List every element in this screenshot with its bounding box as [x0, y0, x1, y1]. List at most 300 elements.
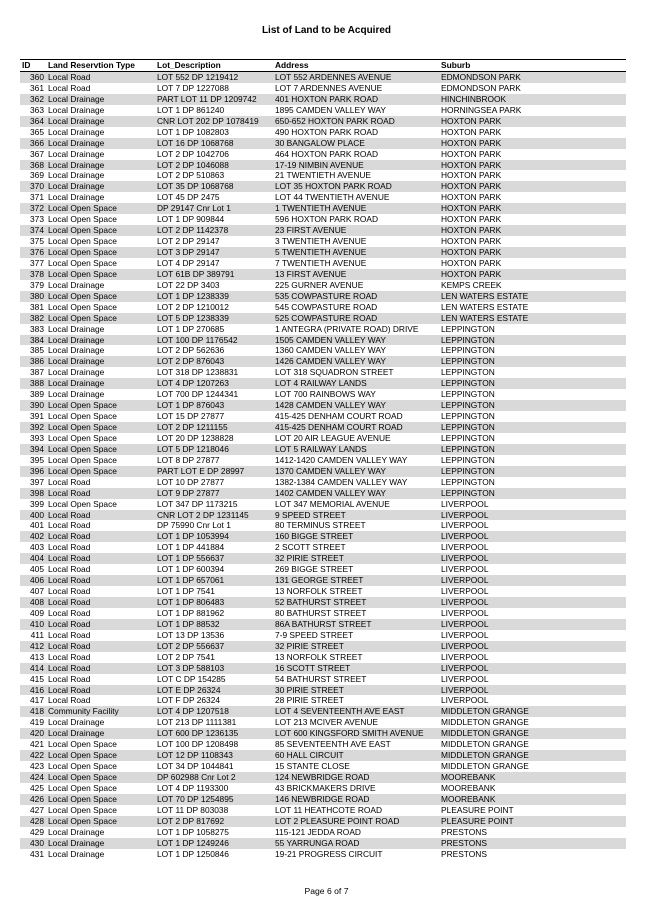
table-row: [20, 728, 626, 739]
cell-id: 401: [30, 520, 44, 531]
cell-type: Local Open Space: [48, 312, 117, 323]
cell-id: 420: [30, 728, 44, 739]
cell-id: 419: [30, 717, 44, 728]
cell-type: Local Road: [48, 695, 91, 706]
cell-suburb: PLEASURE POINT: [441, 815, 514, 826]
cell-lot: CNR LOT 202 DP 1078419: [157, 115, 259, 126]
cell-address: 545 COWPASTURE ROAD: [275, 301, 378, 312]
cell-lot: LOT 1 DP 881962: [157, 607, 225, 618]
cell-id: 407: [30, 586, 44, 597]
cell-id: 371: [30, 192, 44, 203]
table-row: [20, 542, 626, 553]
cell-suburb: MIDDLETON GRANGE: [441, 761, 529, 772]
cell-address: 43 BRICKMAKERS DRIVE: [275, 782, 376, 793]
cell-lot: LOT 318 DP 1238831: [157, 367, 239, 378]
cell-type: Local Drainage: [48, 334, 105, 345]
cell-address: 3 TWENTIETH AVENUE: [275, 236, 367, 247]
cell-lot: LOT 1 DP 1250846: [157, 848, 229, 859]
cell-id: 366: [30, 137, 44, 148]
cell-type: Local Road: [48, 476, 91, 487]
cell-id: 364: [30, 115, 44, 126]
cell-type: Local Drainage: [48, 126, 105, 137]
table-row: [20, 597, 626, 608]
cell-lot: LOT 1 DP 806483: [157, 597, 225, 607]
cell-suburb: LEPPINGTON: [441, 323, 495, 334]
cell-address: 596 HOXTON PARK ROAD: [275, 214, 379, 225]
cell-address: 30 PIRIE STREET: [275, 684, 344, 695]
cell-id: 403: [30, 542, 44, 553]
cell-address: 1 ANTEGRA (PRIVATE ROAD) DRIVE: [275, 323, 419, 334]
page-title: List of Land to be Acquired: [261, 25, 392, 36]
cell-id: 391: [30, 411, 44, 422]
cell-suburb: LIVERPOOL: [441, 629, 489, 640]
table-row: [20, 138, 626, 149]
cell-address: 490 HOXTON PARK ROAD: [275, 126, 379, 137]
cell-id: 365: [30, 126, 44, 137]
cell-suburb: LEPPINGTON: [441, 432, 495, 443]
cell-address: 1428 CAMDEN VALLEY WAY: [275, 400, 386, 411]
cell-lot: LOT 2 DP 1210012: [157, 301, 229, 312]
cell-suburb: LIVERPOOL: [441, 684, 489, 695]
cell-type: Local Drainage: [48, 323, 105, 334]
cell-address: 535 COWPASTURE ROAD: [275, 290, 378, 301]
cell-lot: LOT C DP 154285: [157, 673, 226, 684]
cell-address: 13 NORFOLK STREET: [275, 586, 363, 597]
cell-id: 409: [30, 607, 44, 618]
table-row: [20, 72, 626, 83]
table-row: [20, 335, 626, 346]
table-row: [20, 531, 626, 542]
cell-suburb: LIVERPOOL: [441, 575, 489, 586]
cell-type: Local Road: [48, 553, 91, 564]
cell-type: Local Open Space: [48, 761, 117, 772]
cell-id: 389: [30, 389, 44, 400]
table-row: [20, 739, 626, 750]
cell-address: 13 FIRST AVENUE: [275, 268, 347, 279]
cell-address: 23 FIRST AVENUE: [275, 225, 347, 236]
cell-id: 429: [30, 826, 44, 837]
cell-type: Local Open Space: [48, 772, 117, 782]
table-row: [20, 849, 626, 860]
cell-suburb: HOXTON PARK: [441, 192, 502, 203]
cell-lot: LOT 1 DP 1058275: [157, 826, 229, 837]
cell-type: Local Open Space: [48, 815, 117, 826]
cell-id: 388: [30, 378, 44, 389]
cell-id: 363: [30, 104, 44, 115]
cell-suburb: PRESTONS: [441, 837, 487, 848]
table-row: [20, 608, 626, 619]
cell-id: 383: [30, 323, 44, 334]
cell-lot: LOT 3 DP 588103: [157, 662, 225, 673]
cell-id: 369: [30, 170, 44, 181]
cell-lot: LOT 2 DP 562636: [157, 345, 225, 356]
cell-lot: PART LOT E DP 28997: [157, 465, 245, 476]
cell-lot: LOT 1 DP 88532: [157, 618, 220, 629]
cell-id: 396: [30, 465, 44, 476]
column-header-id: ID: [22, 60, 31, 70]
table-body: [20, 72, 626, 860]
cell-type: Local Road: [48, 673, 91, 684]
cell-suburb: EDMONDSON PARK: [441, 82, 521, 93]
cell-lot: CNR LOT 2 DP 1231145: [157, 509, 249, 520]
page-number: Page 6 of 7: [304, 886, 349, 896]
cell-suburb: LEPPINGTON: [441, 411, 495, 422]
cell-type: Local Open Space: [48, 247, 117, 257]
cell-lot: LOT 61B DP 389791: [157, 268, 235, 279]
table-row: [20, 400, 626, 411]
cell-address: 54 BATHURST STREET: [275, 673, 367, 684]
cell-address: 9 SPEED STREET: [275, 509, 346, 520]
cell-id: 400: [30, 509, 44, 520]
column-header-suburb: Suburb: [441, 60, 471, 70]
cell-lot: LOT 7 DP 1227088: [157, 82, 229, 93]
cell-address: 525 COWPASTURE ROAD: [275, 312, 378, 323]
cell-id: 405: [30, 564, 44, 575]
cell-lot: LOT 11 DP 803038: [157, 804, 229, 815]
cell-address: 5 TWENTIETH AVENUE: [275, 247, 367, 257]
cell-id: 415: [30, 673, 44, 684]
cell-suburb: LIVERPOOL: [441, 531, 489, 542]
cell-suburb: HOXTON PARK: [441, 268, 502, 279]
cell-suburb: HOXTON PARK: [441, 126, 502, 137]
cell-id: 378: [30, 268, 44, 279]
cell-id: 370: [30, 181, 44, 192]
cell-lot: LOT 22 DP 3403: [157, 279, 220, 290]
cell-lot: LOT 2 DP 817692: [157, 815, 225, 826]
table-row: [20, 433, 626, 444]
cell-type: Local Road: [48, 640, 91, 651]
cell-id: 416: [30, 684, 44, 695]
cell-lot: DP 602988 Cnr Lot 2: [157, 772, 236, 782]
table-row: [20, 389, 626, 400]
cell-suburb: LEPPINGTON: [441, 345, 495, 356]
cell-type: Local Road: [48, 607, 91, 618]
cell-address: 269 BIGGE STREET: [275, 564, 354, 575]
cell-suburb: HOXTON PARK: [441, 203, 502, 214]
cell-type: Local Road: [48, 586, 91, 597]
cell-lot: LOT 1 DP 270685: [157, 323, 225, 334]
cell-type: Local Open Space: [48, 498, 117, 509]
cell-type: Local Open Space: [48, 268, 117, 279]
cell-lot: LOT 20 DP 1238828: [157, 432, 234, 443]
cell-lot: LOT 13 DP 13536: [157, 629, 225, 640]
cell-type: Local Drainage: [48, 170, 105, 181]
cell-id: 426: [30, 793, 44, 804]
table-row: [20, 378, 626, 389]
cell-suburb: LEN WATERS ESTATE: [441, 290, 529, 301]
cell-type: Local Road: [48, 662, 91, 673]
cell-address: 85 SEVENTEENTH AVE EAST: [275, 739, 391, 750]
table-row: [20, 345, 626, 356]
cell-suburb: LIVERPOOL: [441, 673, 489, 684]
cell-lot: LOT 1 DP 1082803: [157, 126, 229, 137]
cell-address: LOT 700 RAINBOWS WAY: [275, 389, 376, 400]
table-row: [20, 750, 626, 761]
cell-type: Local Open Space: [48, 400, 117, 411]
cell-type: Local Drainage: [48, 115, 105, 126]
cell-lot: LOT 2 DP 1042706: [157, 148, 229, 159]
cell-id: 395: [30, 454, 44, 465]
cell-suburb: HORNINGSEA PARK: [441, 104, 522, 115]
table-row: [20, 838, 626, 849]
cell-address: 415-425 DENHAM COURT ROAD: [275, 422, 403, 432]
cell-id: 384: [30, 334, 44, 345]
cell-address: 1370 CAMDEN VALLEY WAY: [275, 465, 386, 476]
cell-address: LOT 347 MEMORIAL AVENUE: [275, 498, 390, 509]
column-header-lot: Lot_Description: [157, 60, 221, 70]
cell-suburb: LEPPINGTON: [441, 465, 495, 476]
cell-address: 2 SCOTT STREET: [275, 542, 346, 553]
cell-id: 394: [30, 443, 44, 454]
cell-id: 421: [30, 739, 44, 750]
cell-id: 382: [30, 312, 44, 323]
cell-id: 381: [30, 301, 44, 312]
cell-id: 417: [30, 695, 44, 706]
cell-id: 372: [30, 203, 44, 214]
cell-lot: LOT 600 DP 1236135: [157, 728, 239, 739]
table-row: [20, 444, 626, 455]
cell-address: 7-9 SPEED STREET: [275, 629, 354, 640]
cell-address: 80 TERMINUS STREET: [275, 520, 366, 531]
cell-id: 375: [30, 236, 44, 247]
cell-suburb: LEPPINGTON: [441, 356, 495, 367]
cell-lot: LOT 15 DP 27877: [157, 411, 225, 422]
cell-type: Local Open Space: [48, 225, 117, 236]
cell-type: Local Road: [48, 618, 91, 629]
cell-id: 362: [30, 93, 44, 104]
cell-lot: LOT 10 DP 27877: [157, 476, 225, 487]
cell-type: Local Road: [48, 651, 91, 662]
cell-address: 1402 CAMDEN VALLEY WAY: [275, 487, 386, 498]
cell-type: Local Road: [48, 531, 91, 542]
cell-suburb: HOXTON PARK: [441, 214, 502, 225]
table-row: [20, 149, 626, 160]
cell-suburb: HOXTON PARK: [441, 170, 502, 181]
cell-id: 418: [30, 706, 44, 717]
cell-id: 423: [30, 761, 44, 772]
table-row: [20, 553, 626, 564]
cell-suburb: PRESTONS: [441, 848, 487, 859]
cell-type: Local Road: [48, 82, 91, 93]
cell-address: 21 TWENTIETH AVENUE: [275, 170, 372, 181]
cell-type: Local Open Space: [48, 301, 117, 312]
table-row: [20, 783, 626, 794]
cell-suburb: LIVERPOOL: [441, 607, 489, 618]
cell-id: 390: [30, 400, 44, 411]
cell-lot: LOT 34 DP 1044841: [157, 761, 234, 772]
cell-suburb: HOXTON PARK: [441, 257, 502, 268]
cell-lot: DP 75990 Cnr Lot 1: [157, 520, 231, 531]
cell-type: Local Drainage: [48, 837, 105, 848]
cell-suburb: PLEASURE POINT: [441, 804, 514, 815]
table-row: [20, 160, 626, 171]
cell-address: 464 HOXTON PARK ROAD: [275, 148, 379, 159]
cell-type: Community Facility: [48, 706, 119, 717]
table-row: [20, 510, 626, 521]
table-row: [20, 225, 626, 236]
cell-lot: LOT 1 DP 556637: [157, 553, 225, 564]
cell-id: 385: [30, 345, 44, 356]
cell-address: 15 STANTE CLOSE: [275, 761, 350, 772]
cell-type: Local Road: [48, 597, 91, 607]
cell-type: Local Drainage: [48, 378, 105, 389]
cell-suburb: HOXTON PARK: [441, 236, 502, 247]
cell-suburb: LIVERPOOL: [441, 542, 489, 553]
table-row: [20, 170, 626, 181]
table-row: [20, 313, 626, 324]
table-row: [20, 695, 626, 706]
cell-type: Local Road: [48, 520, 91, 531]
cell-lot: LOT 700 DP 1244341: [157, 389, 239, 400]
cell-id: 367: [30, 148, 44, 159]
cell-lot: LOT 3 DP 29147: [157, 247, 220, 257]
column-header-address: Address: [275, 60, 309, 70]
cell-id: 379: [30, 279, 44, 290]
cell-type: Local Drainage: [48, 192, 105, 203]
cell-address: 30 BANGALOW PLACE: [275, 137, 365, 148]
table-row: [20, 488, 626, 499]
table-row: [20, 356, 626, 367]
cell-id: 406: [30, 575, 44, 586]
cell-suburb: LEPPINGTON: [441, 378, 495, 389]
cell-lot: LOT 1 DP 7541: [157, 586, 215, 597]
cell-address: 28 PIRIE STREET: [275, 695, 344, 706]
cell-address: LOT 2 PLEASURE POINT ROAD: [275, 815, 400, 826]
cell-suburb: LIVERPOOL: [441, 553, 489, 564]
cell-lot: LOT 35 DP 1068768: [157, 181, 234, 192]
cell-type: Local Drainage: [48, 367, 105, 378]
table-row: [20, 455, 626, 466]
cell-type: Local Drainage: [48, 728, 105, 739]
cell-lot: LOT 1 DP 1249246: [157, 837, 229, 848]
cell-suburb: LEPPINGTON: [441, 400, 495, 411]
table-row: [20, 520, 626, 531]
cell-suburb: HOXTON PARK: [441, 225, 502, 236]
cell-suburb: LIVERPOOL: [441, 640, 489, 651]
cell-address: 1382-1384 CAMDEN VALLEY WAY: [275, 476, 408, 487]
cell-suburb: LIVERPOOL: [441, 662, 489, 673]
cell-type: Local Road: [48, 509, 91, 520]
cell-address: 1426 CAMDEN VALLEY WAY: [275, 356, 386, 367]
cell-suburb: EDMONDSON PARK: [441, 72, 521, 82]
cell-address: 1505 CAMDEN VALLEY WAY: [275, 334, 386, 345]
cell-address: 7 TWENTIETH AVENUE: [275, 257, 367, 268]
cell-lot: LOT F DP 26324: [157, 695, 221, 706]
cell-address: 650-652 HOXTON PARK ROAD: [275, 115, 395, 126]
cell-suburb: LIVERPOOL: [441, 498, 489, 509]
cell-lot: LOT 1 DP 861240: [157, 104, 225, 115]
cell-lot: LOT 1 DP 909844: [157, 214, 225, 225]
cell-address: 1 TWENTIETH AVENUE: [275, 203, 367, 214]
cell-lot: LOT 4 DP 29147: [157, 257, 220, 268]
cell-type: Local Road: [48, 487, 91, 498]
cell-suburb: MIDDLETON GRANGE: [441, 717, 529, 728]
cell-address: LOT 44 TWENTIETH AVENUE: [275, 192, 390, 203]
cell-address: 13 NORFOLK STREET: [275, 651, 363, 662]
cell-id: 408: [30, 597, 44, 607]
table-row: [20, 794, 626, 805]
table-row: [20, 422, 626, 433]
table-row: [20, 203, 626, 214]
cell-address: 60 HALL CIRCUIT: [275, 750, 344, 761]
cell-type: Local Open Space: [48, 411, 117, 422]
cell-type: Local Open Space: [48, 804, 117, 815]
cell-lot: LOT 1 DP 1238339: [157, 290, 229, 301]
cell-lot: LOT 5 DP 1218046: [157, 443, 229, 454]
cell-suburb: LEPPINGTON: [441, 443, 495, 454]
cell-lot: LOT 1 DP 441884: [157, 542, 225, 553]
cell-suburb: PRESTONS: [441, 826, 487, 837]
table-row: [20, 586, 626, 597]
cell-type: Local Open Space: [48, 782, 117, 793]
table-row: [20, 302, 626, 313]
table-row: [20, 641, 626, 652]
cell-lot: LOT 100 DP 1176542: [157, 334, 238, 345]
cell-suburb: MOOREBANK: [441, 772, 496, 782]
table-row: [20, 685, 626, 696]
table-row: [20, 367, 626, 378]
table-row: [20, 772, 626, 783]
cell-suburb: LEPPINGTON: [441, 422, 495, 432]
cell-suburb: LEPPINGTON: [441, 476, 495, 487]
cell-lot: LOT 2 DP 1211155: [157, 422, 228, 432]
cell-lot: LOT 347 DP 1173215: [157, 498, 238, 509]
table-row: [20, 83, 626, 94]
cell-address: LOT 318 SQUADRON STREET: [275, 367, 394, 378]
table-row: [20, 236, 626, 247]
cell-lot: PART LOT 11 DP 1209742: [157, 93, 257, 104]
cell-lot: LOT 2 DP 7541: [157, 651, 215, 662]
cell-type: Local Road: [48, 564, 91, 575]
cell-address: 17-19 NIMBIN AVENUE: [275, 159, 364, 170]
table-row: [20, 652, 626, 663]
table-row: [20, 269, 626, 280]
cell-id: 361: [30, 82, 44, 93]
table-row: [20, 630, 626, 641]
cell-suburb: MOOREBANK: [441, 793, 496, 804]
cell-lot: LOT 4 DP 1207263: [157, 378, 229, 389]
cell-type: Local Road: [48, 575, 91, 586]
table-header: [20, 59, 626, 72]
cell-lot: DP 29147 Cnr Lot 1: [157, 203, 231, 214]
cell-suburb: LIVERPOOL: [441, 597, 489, 607]
cell-id: 427: [30, 804, 44, 815]
cell-lot: LOT 9 DP 27877: [157, 487, 220, 498]
cell-id: 377: [30, 257, 44, 268]
cell-id: 387: [30, 367, 44, 378]
cell-lot: LOT 45 DP 2475: [157, 192, 220, 203]
cell-type: Local Drainage: [48, 159, 105, 170]
cell-address: 225 GURNER AVENUE: [275, 279, 364, 290]
cell-type: Local Road: [48, 629, 91, 640]
cell-lot: LOT 2 DP 1046088: [157, 159, 229, 170]
table-row: [20, 105, 626, 116]
cell-lot: LOT 552 DP 1219412: [157, 72, 239, 82]
table-row: [20, 674, 626, 685]
cell-address: 86A BATHURST STREET: [275, 618, 372, 629]
cell-address: 124 NEWBRIDGE ROAD: [275, 772, 370, 782]
cell-type: Local Drainage: [48, 345, 105, 356]
cell-lot: LOT 2 DP 1142378: [157, 225, 229, 236]
cell-address: 401 HOXTON PARK ROAD: [275, 93, 379, 104]
table-row: [20, 706, 626, 717]
cell-type: Local Open Space: [48, 290, 117, 301]
cell-address: 19-21 PROGRESS CIRCUIT: [275, 848, 383, 859]
table-row: [20, 564, 626, 575]
cell-address: LOT 600 KINGSFORD SMITH AVENUE: [275, 728, 424, 739]
cell-id: 376: [30, 247, 44, 257]
table-row: [20, 411, 626, 422]
